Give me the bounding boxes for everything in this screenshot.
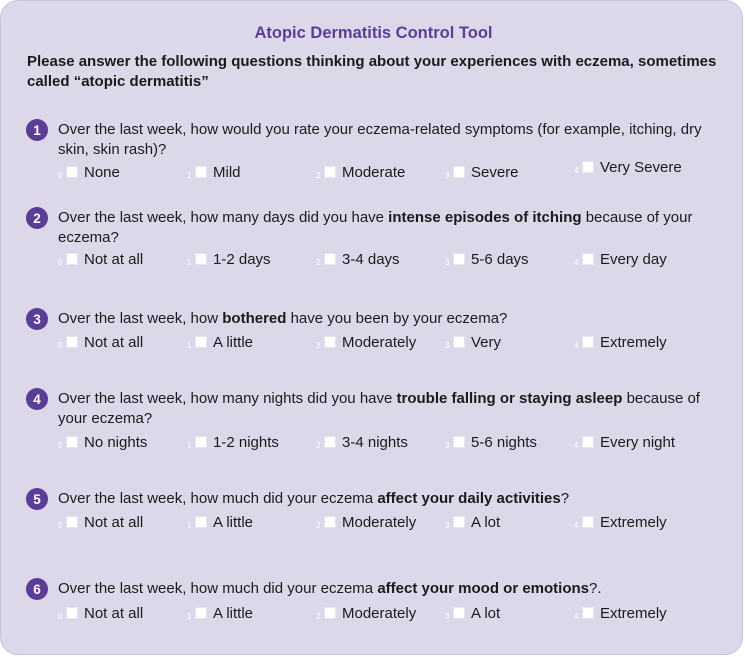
option-checkbox[interactable] [195,516,207,528]
option-score: 1 [187,521,192,530]
option-score: 3 [445,612,450,621]
option-checkbox[interactable] [66,516,78,528]
question-text-emphasis: intense episodes of itching [388,209,582,226]
question-text-part: Over the last week, how [58,310,223,327]
option-checkbox[interactable] [324,253,336,265]
option-score: 1 [187,171,192,180]
question-text-emphasis: affect your daily activities [377,490,561,507]
option-label: Moderate [342,164,406,181]
option-score: 0 [58,171,63,180]
option-score: 2 [316,171,321,180]
option-label: Very [471,334,502,351]
option-checkbox[interactable] [453,336,465,348]
option-score: 1 [187,612,192,621]
option-checkbox[interactable] [582,161,594,173]
answer-options [1,159,745,186]
option-score: 2 [316,521,321,530]
option-label: Every night [600,434,676,451]
answer-options [1,334,745,356]
option-score: 3 [445,341,450,350]
option-label: Not at all [84,605,144,622]
question-text-part: ?. [589,580,602,597]
option-score: 0 [58,521,63,530]
option-checkbox[interactable] [582,253,594,265]
option-checkbox[interactable] [582,607,594,619]
option-checkbox[interactable] [66,253,78,265]
option-checkbox[interactable] [195,436,207,448]
option-score: 2 [316,441,321,450]
option-label: Moderately [342,605,417,622]
option-label: Every day [600,251,667,268]
option-label: Moderately [342,514,417,531]
question-text-part: Over the last week, how much did your eczema [58,490,378,507]
option-checkbox[interactable] [324,436,336,448]
option-label: A little [213,605,254,622]
option-checkbox[interactable] [195,336,207,348]
option-checkbox[interactable] [66,436,78,448]
question-text-part: Over the last week, how much did your eczema [58,580,378,597]
option-checkbox[interactable] [195,166,207,178]
option-score: 3 [445,171,450,180]
option-checkbox[interactable] [324,336,336,348]
option-score: 4 [574,166,579,175]
question-text [58,309,728,329]
option-score: 4 [574,612,579,621]
question-text-emphasis: trouble falling or staying asleep [396,390,623,407]
option-label: No nights [84,434,148,451]
question-text [58,120,728,160]
option-score: 2 [316,258,321,267]
option-label: Extremely [600,334,667,351]
option-checkbox[interactable] [324,516,336,528]
option-score: 0 [58,258,63,267]
answer-options [1,251,745,273]
option-score: 3 [445,258,450,267]
option-score: 4 [574,441,579,450]
question-number-badge: 5 [26,488,48,510]
option-score: 1 [187,258,192,267]
option-label: None [84,164,120,181]
option-checkbox[interactable] [66,166,78,178]
option-label: A lot [471,605,501,622]
option-checkbox[interactable] [324,607,336,619]
option-label: Moderately [342,334,417,351]
answer-options [1,605,745,627]
answer-options [1,514,745,536]
option-label: A lot [471,514,501,531]
option-checkbox[interactable] [453,436,465,448]
option-label: Very Severe [600,159,682,176]
option-checkbox[interactable] [582,436,594,448]
question-text-part: Over the last week, how many days did you have [58,209,389,226]
option-label: Severe [471,164,519,181]
question-text-part: because of your eczema? [58,390,700,427]
option-label: A little [213,334,254,351]
option-checkbox[interactable] [66,336,78,348]
question-number-badge: 1 [26,119,48,141]
question-text [58,579,728,599]
option-checkbox[interactable] [195,607,207,619]
question-text-emphasis: bothered [222,310,287,327]
option-label: 3-4 days [342,251,400,268]
question-text-part: because of your eczema? [58,209,693,246]
option-score: 0 [58,612,63,621]
question-text-part: Over the last week, how many nights did you have [58,390,397,407]
question-text-emphasis: affect your mood or emotions [377,580,589,597]
option-checkbox[interactable] [195,253,207,265]
option-checkbox[interactable] [582,336,594,348]
option-label: 5-6 days [471,251,529,268]
option-label: 1-2 nights [213,434,279,451]
option-score: 0 [58,341,63,350]
question-text [58,489,728,509]
question-number-badge: 4 [26,388,48,410]
option-score: 3 [445,441,450,450]
question-text-part: have you been by your eczema? [286,310,508,327]
option-label: 1-2 days [213,251,271,268]
question-number-badge: 2 [26,207,48,229]
option-score: 0 [58,441,63,450]
option-score: 4 [574,258,579,267]
option-score: 2 [316,612,321,621]
option-score: 1 [187,341,192,350]
question-text-part: ? [560,490,570,507]
option-checkbox[interactable] [453,253,465,265]
option-label: Not at all [84,251,144,268]
option-label: Extremely [600,514,667,531]
option-label: Not at all [84,334,144,351]
option-label: 5-6 nights [471,434,537,451]
option-checkbox[interactable] [453,607,465,619]
form-title: Atopic Dermatitis Control Tool [254,24,493,42]
option-label: Extremely [600,605,667,622]
question-text-part: Over the last week, how would you rate your eczema-related symptoms (for example, itching, dry skin, skin rash)? [58,121,702,158]
option-checkbox[interactable] [453,166,465,178]
option-score: 3 [445,521,450,530]
option-label: 3-4 nights [342,434,408,451]
option-checkbox[interactable] [582,516,594,528]
option-score: 2 [316,341,321,350]
option-checkbox[interactable] [324,166,336,178]
option-label: Not at all [84,514,144,531]
option-label: Mild [213,164,241,181]
question-text [58,208,728,248]
option-checkbox[interactable] [66,607,78,619]
option-score: 4 [574,341,579,350]
form-instructions: Please answer the following questions thinking about your experiences with eczema, sometimes called “atopic dermatitis” [27,53,717,90]
option-checkbox[interactable] [453,516,465,528]
option-score: 1 [187,441,192,450]
question-text [58,389,728,429]
option-score: 4 [574,521,579,530]
option-label: A little [213,514,254,531]
question-number-badge: 6 [26,578,48,600]
answer-options [1,434,745,456]
question-number-badge: 3 [26,308,48,330]
